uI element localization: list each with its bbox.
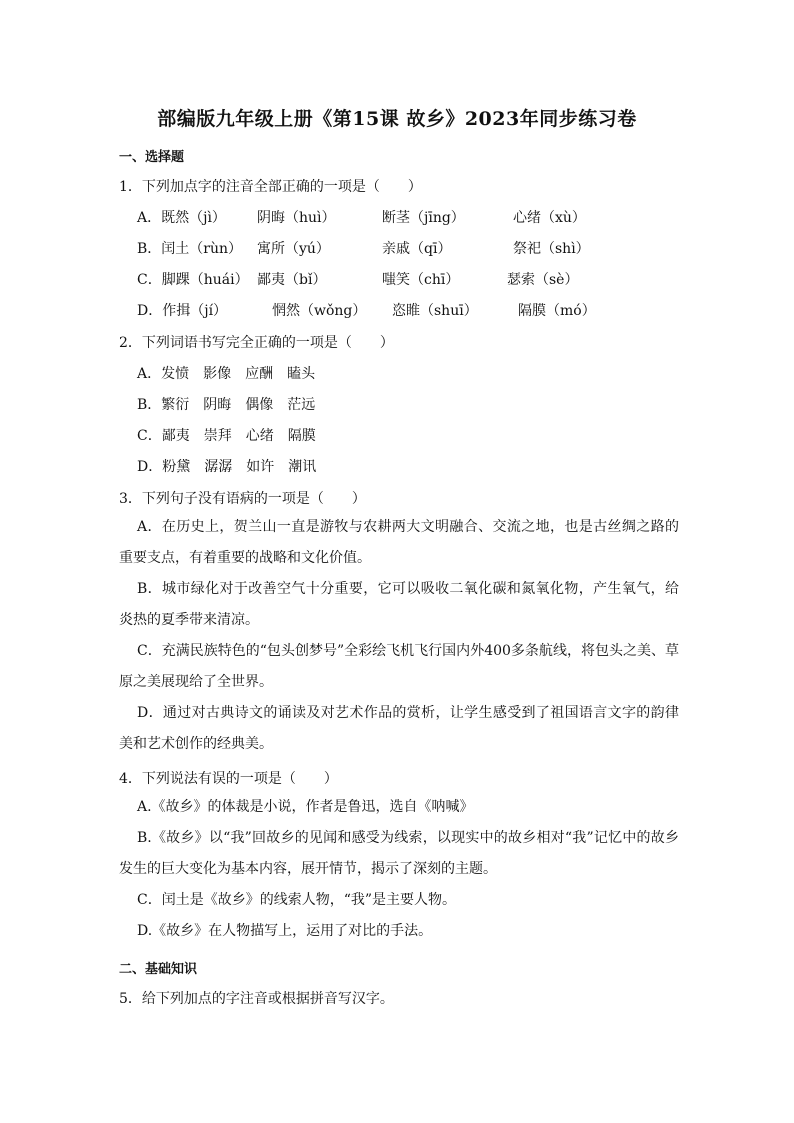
question-1-stem: 1．下列加点字的注音全部正确的一项是（ ） bbox=[119, 179, 422, 195]
q4-option-d: D.《故乡》在人物描写上，运用了对比的手法。 bbox=[137, 923, 433, 939]
section-heading-choice: 一、选择题 bbox=[119, 150, 185, 165]
q1-option-a-3: 断茎（jīng） bbox=[382, 210, 465, 226]
q3-option-c: C．充满民族特色的“包头创梦号”全彩绘飞机飞行国内外400多条航线，将包头之美、草原之美展现给了全世界。 bbox=[119, 643, 679, 690]
q1-option-d-3: 恣睢（shuī） bbox=[392, 303, 478, 319]
q1-option-c-3: 嗤笑（chī） bbox=[382, 272, 460, 288]
q2-option-a: A．发愤 影像 应酬 瞌头 bbox=[137, 366, 316, 382]
q1-option-c-2: 鄙夷（bǐ） bbox=[257, 272, 327, 288]
q1-option-b-2: 寓所（yú） bbox=[257, 241, 330, 257]
question-2-stem: 2．下列词语书写完全正确的一项是（ ） bbox=[119, 335, 394, 351]
q1-option-a-4: 心绪（xù） bbox=[513, 210, 586, 226]
q1-option-d-4: 隔膜（mó） bbox=[518, 303, 596, 319]
section-heading-basics: 二、基础知识 bbox=[119, 962, 198, 977]
q2-option-c: C．鄙夷 崇拜 心绪 隔膜 bbox=[137, 428, 316, 444]
q1-option-b-1: B．闰土（rùn） bbox=[137, 241, 243, 257]
q3-option-b: B．城市绿化对于改善空气十分重要，它可以吸收二氧化碳和氮氧化物，产生氧气，给炎热的夏季带来清凉。 bbox=[119, 581, 679, 628]
q1-option-b-4: 祭祀（shì） bbox=[513, 241, 590, 257]
q1-option-a-2: 阴晦（huì） bbox=[257, 210, 336, 226]
q1-option-a-1: A．既然（jì） bbox=[137, 210, 226, 226]
q1-option-c-4: 瑟索（sè） bbox=[507, 272, 579, 288]
q1-option-d-2: 惘然（wǒng） bbox=[272, 303, 367, 319]
question-4-stem: 4．下列说法有误的一项是（ ） bbox=[119, 771, 338, 787]
page-title: 部编版九年级上册《第15课 故乡》2023年同步练习卷 bbox=[157, 108, 637, 130]
q2-option-d: D．粉黛 潺潺 如许 潮讯 bbox=[137, 459, 317, 475]
q2-option-b: B．繁衍 阴晦 偶像 茫远 bbox=[137, 397, 316, 413]
q3-option-a: A．在历史上，贺兰山一直是游牧与农耕两大文明融合、交流之地，也是古丝绸之路的重要支点，有着重要的战略和文化价值。 bbox=[119, 519, 679, 566]
q4-option-a: A.《故乡》的体裁是小说，作者是鲁迅，选自《呐喊》 bbox=[137, 799, 474, 815]
question-3-stem: 3．下列句子没有语病的一项是（ ） bbox=[119, 491, 366, 507]
q1-option-c-1: C．脚踝（huái） bbox=[137, 272, 249, 288]
q1-option-d-1: D．作揖（jí） bbox=[137, 303, 228, 319]
q4-option-b: B.《故乡》以“我”回故乡的见闻和感受为线索，以现实中的故乡相对“我”记忆中的故乡发生的巨大变化为基本内容，展开情节，揭示了深刻的主题。 bbox=[119, 830, 679, 877]
q4-option-c: C．闰土是《故乡》的线索人物，“我”是主要人物。 bbox=[137, 892, 457, 908]
q1-option-b-3: 亲戚（qī） bbox=[382, 241, 452, 257]
question-5-stem: 5．给下列加点的字注音或根据拼音写汉字。 bbox=[119, 991, 394, 1007]
q3-option-d: D．通过对古典诗文的诵读及对艺术作品的赏析，让学生感受到了祖国语言文字的韵律美和艺术创作的经典美。 bbox=[119, 705, 679, 752]
